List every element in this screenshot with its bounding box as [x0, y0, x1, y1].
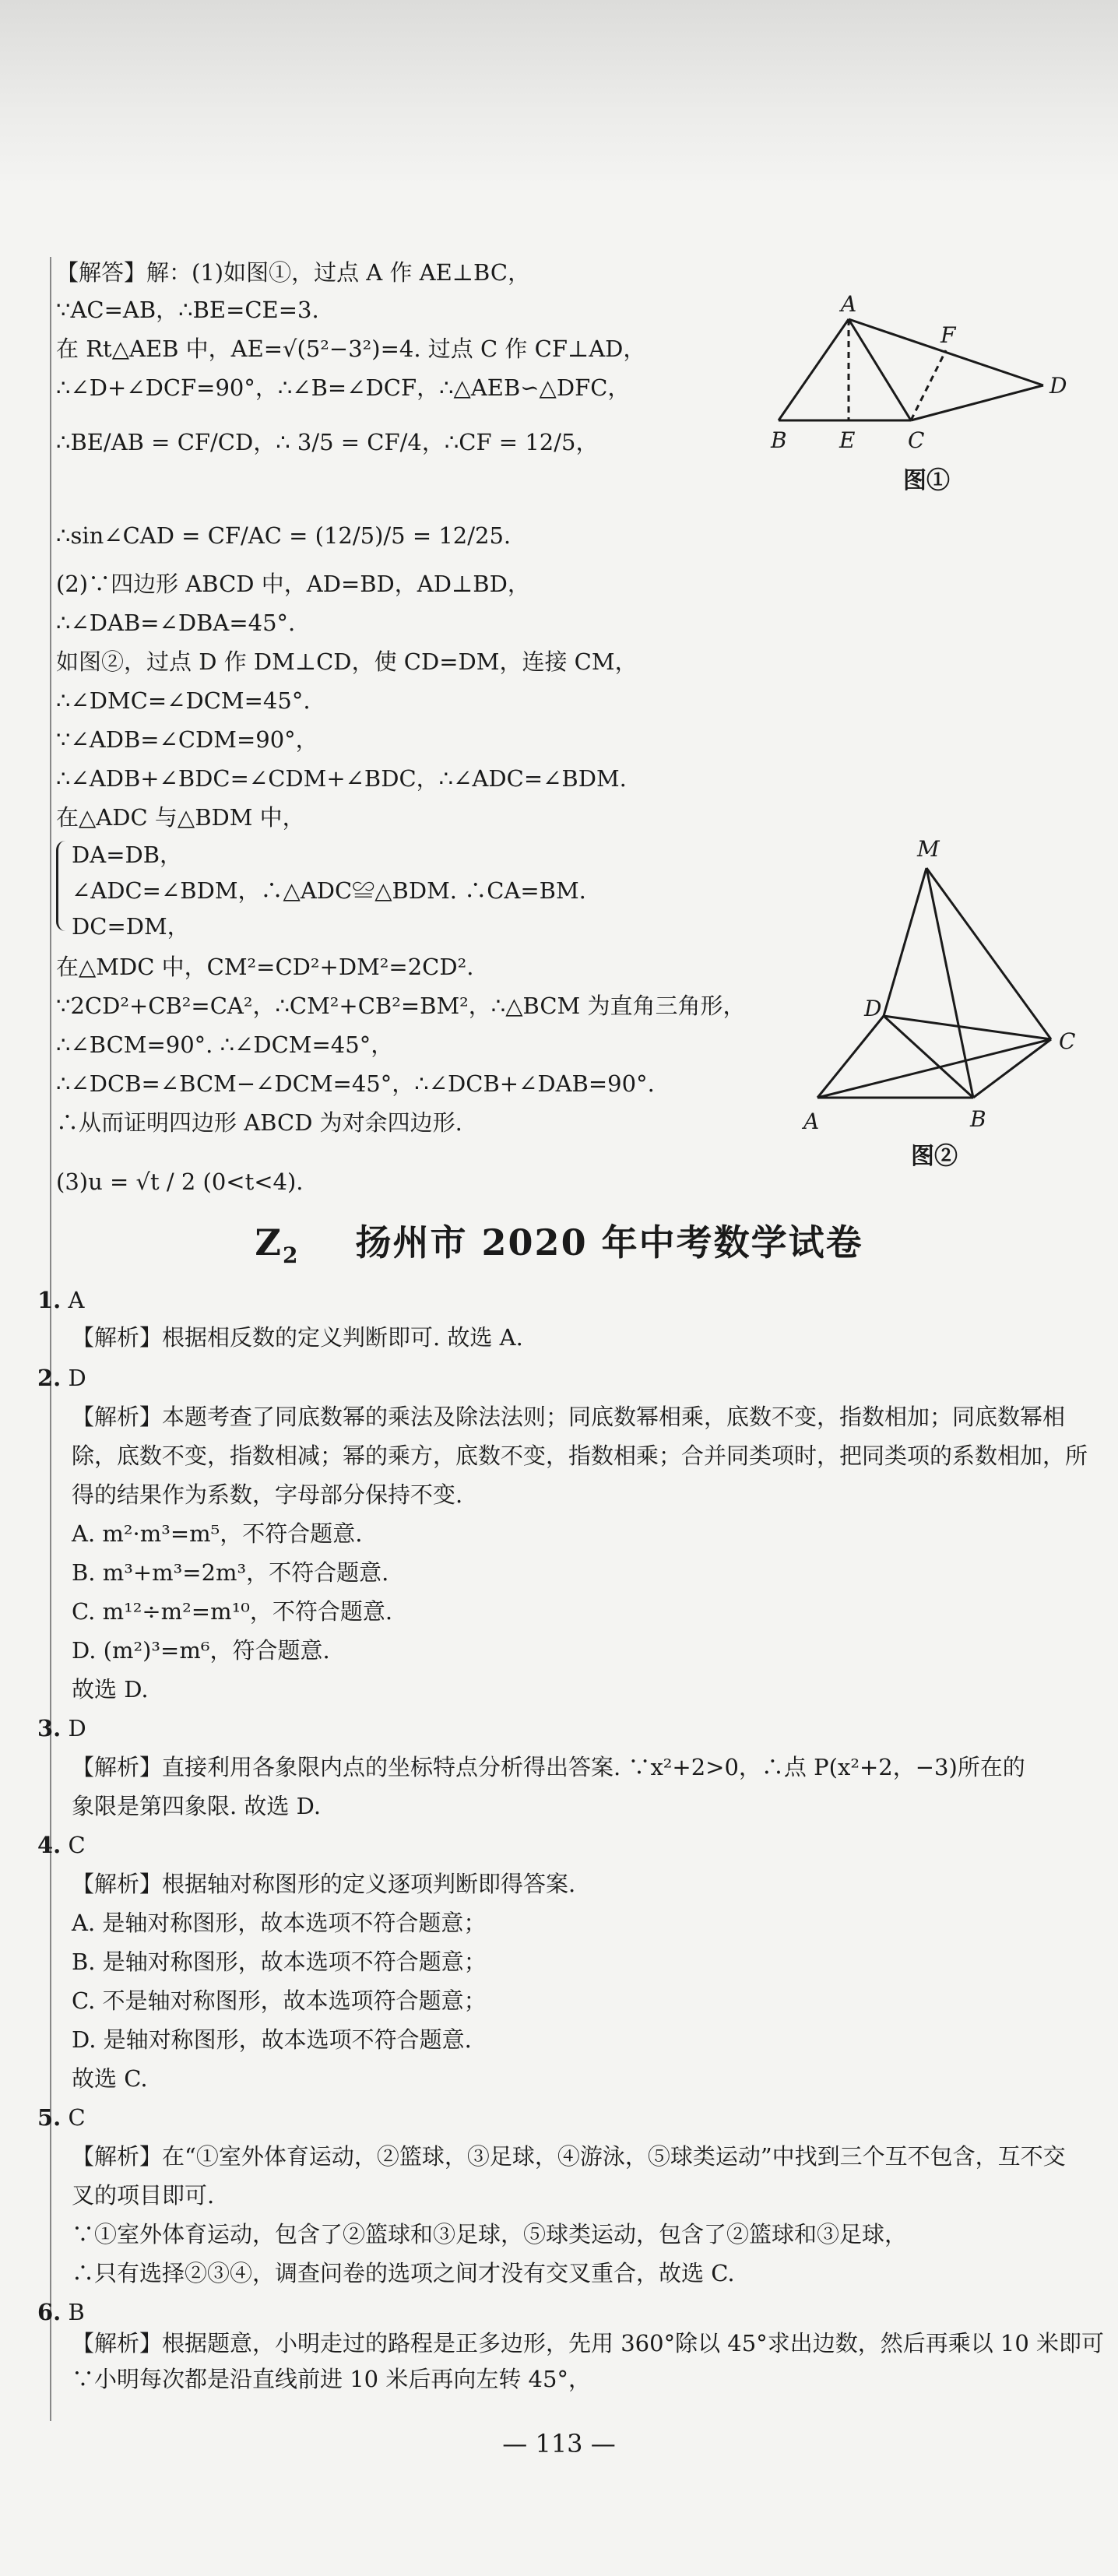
question-number: 2. — [37, 1365, 62, 1391]
answer-item — [37, 1362, 86, 1393]
solution-line: ∴∠DCB=∠BCM−∠DCM=45°，∴∠DCB+∠DAB=90°. — [56, 1070, 655, 1097]
analysis-line: 叉的项目即可. — [72, 2182, 215, 2209]
answer-item — [37, 1829, 86, 1861]
solution-line: ∵2CD²+CB²=CA²，∴CM²+CB²=BM²，∴△BCM 为直角三角形， — [56, 993, 746, 1019]
analysis-line: ∵①室外体育运动，包含了②篮球和③足球，⑤球类运动，包含了②篮球和③足球， — [72, 2221, 908, 2247]
solution-line: ∴∠BCM=90°. ∴∠DCM=45°， — [56, 1031, 394, 1058]
fig2-label-A: A — [803, 1109, 820, 1134]
analysis-line: A. 是轴对称图形，故本选项不符合题意； — [72, 1910, 487, 1936]
analysis-line: 【解析】直接利用各象限内点的坐标特点分析得出答案. ∵x²+2>0，∴点 P(x²+2，−3)所在的 — [72, 1754, 1025, 1780]
answer-choice: D — [68, 1715, 86, 1741]
system-brace — [56, 841, 69, 931]
solution-line: (3)u = √t / 2 (0<t<4). — [56, 1169, 304, 1195]
analysis-line: C. m¹²÷m²=m¹⁰，不符合题意. — [72, 1598, 393, 1625]
solution-line: DA=DB， — [72, 842, 183, 868]
solution-line: 在△ADC 与△BDM 中， — [56, 804, 305, 831]
answer-item — [37, 2102, 86, 2133]
answer-choice: C — [68, 2104, 86, 2131]
solution-line: ∴∠DAB=∠DBA=45°. — [56, 610, 296, 636]
answer-choice: D — [68, 1365, 86, 1391]
answer-item — [37, 1284, 84, 1316]
solution-line: DC=DM， — [72, 913, 190, 940]
figure-1-diagram — [763, 288, 1090, 459]
fig2-label-M: M — [917, 836, 940, 862]
analysis-line: 故选 C. — [72, 2065, 148, 2092]
solution-line: ∴∠DMC=∠DCM=45°. — [56, 687, 311, 714]
answer-choice: A — [68, 1287, 85, 1313]
solution-line: ∵∠ADB=∠CDM=90°， — [56, 726, 318, 753]
solution-line: (2)∵四边形 ABCD 中，AD=BD，AD⊥BD， — [56, 571, 530, 597]
solution-line: 在△MDC 中，CM²=CD²+DM²=2CD². — [56, 954, 474, 980]
analysis-line: 得的结果作为系数，字母部分保持不变. — [72, 1481, 463, 1508]
analysis-line: ∵小明每次都是沿直线前进 10 米后再向左转 45°， — [72, 2366, 591, 2392]
analysis-line: B. 是轴对称图形，故本选项不符合题意； — [72, 1949, 487, 1975]
fig2-label-D: D — [864, 996, 882, 1021]
exam-title — [0, 1214, 1118, 1268]
analysis-line: D. 是轴对称图形，故本选项不符合题意. — [72, 2026, 472, 2053]
answer-choice: B — [68, 2299, 85, 2325]
analysis-line: ∴只有选择②③④，调查问卷的选项之间才没有交叉重合，故选 C. — [72, 2260, 735, 2286]
analysis-line: B. m³+m³=2m³，不符合题意. — [72, 1559, 389, 1586]
fig1-label-D: D — [1049, 373, 1067, 399]
scan-top-shadow — [0, 0, 1118, 187]
solution-line: ∴从而证明四边形 ABCD 为对余四边形. — [56, 1109, 462, 1136]
fig1-label-B: B — [771, 427, 787, 453]
figure-2-caption: 图② — [911, 1143, 958, 1170]
solution-line: ∴BE/AB = CF/CD，∴ 3/5 = CF/4，∴CF = 12/5， — [56, 429, 599, 455]
analysis-line: 【解析】根据相反数的定义判断即可. 故选 A. — [72, 1324, 523, 1351]
solution-line: 在 Rt△AEB 中，AE=√(5²−3²)=4. 过点 C 作 CF⊥AD， — [56, 336, 646, 362]
fig1-label-C: C — [908, 427, 925, 453]
question-number: 4. — [37, 1832, 62, 1858]
fig2-label-C: C — [1059, 1028, 1076, 1054]
analysis-line: A. m²·m³=m⁵，不符合题意. — [72, 1520, 363, 1547]
analysis-line: C. 不是轴对称图形，故本选项符合题意； — [72, 1987, 487, 2014]
analysis-line: 故选 D. — [72, 1676, 149, 1703]
analysis-line: 【解析】根据轴对称图形的定义逐项判断即得答案. — [72, 1871, 576, 1897]
question-number: 1. — [37, 1287, 62, 1313]
solution-line: 如图②，过点 D 作 DM⊥CD，使 CD=DM，连接 CM， — [56, 648, 638, 675]
solution-line: ∴sin∠CAD = CF/AC = (12/5)/5 = 12/25. — [56, 522, 512, 549]
figure-1-caption: 图① — [903, 467, 950, 494]
exam-title-rest: 扬州市 2020 年中考数学试卷 — [355, 1221, 863, 1263]
analysis-line: 【解析】本题考查了同底数幂的乘法及除法法则；同底数幂相乘，底数不变，指数相加；同底数幂相 — [72, 1404, 1066, 1430]
solution-line: ∵AC=AB，∴BE=CE=3. — [56, 297, 319, 323]
page-number: — 113 — — [502, 2429, 616, 2458]
analysis-line: D. (m²)³=m⁶，符合题意. — [72, 1637, 330, 1664]
solution-line: ∠ADC=∠BDM，∴△ADC≌△BDM. ∴CA=BM. — [72, 877, 586, 904]
exam-title-main: Z — [255, 1221, 283, 1263]
fig2-label-B: B — [970, 1106, 986, 1132]
analysis-line: 象限是第四象限. 故选 D. — [72, 1793, 322, 1819]
fig1-label-A: A — [841, 291, 857, 317]
solution-line: ∴∠ADB+∠BDC=∠CDM+∠BDC，∴∠ADC=∠BDM. — [56, 765, 627, 792]
question-number: 5. — [37, 2104, 62, 2131]
solution-line: ∴∠D+∠DCF=90°，∴∠B=∠DCF，∴△AEB∽△DFC， — [56, 374, 631, 401]
solution-line: 【解答】解：(1)如图①，过点 A 作 AE⊥BC， — [56, 259, 531, 286]
question-number: 6. — [37, 2299, 62, 2325]
answer-item — [37, 1713, 86, 1744]
analysis-line: 【解析】在“①室外体育运动，②篮球，③足球，④游泳，⑤球类运动”中找到三个互不包含，互不交 — [72, 2143, 1066, 2170]
question-number: 3. — [37, 1715, 62, 1741]
analysis-line: 除，底数不变，指数相减；幂的乘方，底数不变，指数相乘；合并同类项时，把同类项的系数相加，所 — [72, 1443, 1088, 1469]
fig1-label-F: F — [940, 322, 956, 348]
binding-edge — [50, 257, 51, 2421]
answer-choice: C — [68, 1832, 86, 1858]
exam-title-sub: 2 — [282, 1242, 300, 1268]
fig1-label-E: E — [839, 427, 856, 453]
figure-2-diagram — [786, 829, 1098, 1140]
analysis-line: 【解析】根据题意，小明走过的路程是正多边形，先用 360°除以 45°求出边数，然后再乘以 10 米即可 — [72, 2330, 1105, 2356]
answer-item — [37, 2297, 85, 2328]
